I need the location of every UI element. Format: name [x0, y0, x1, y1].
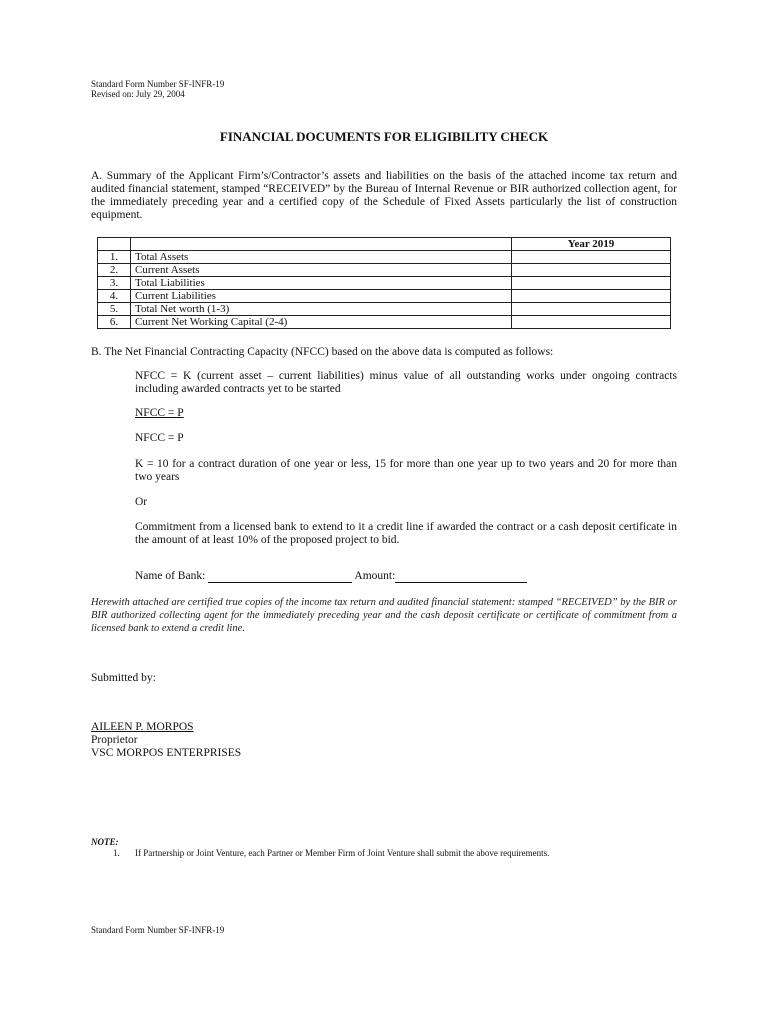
table-row: [98, 303, 671, 316]
row-number: 2.: [98, 264, 131, 277]
row-number: 5.: [98, 303, 131, 316]
row-number: 3.: [98, 277, 131, 290]
note-text: If Partnership or Joint Venture, each Partner or Member Firm of Joint Venture shall submit the above requirements.: [135, 848, 550, 858]
table-row: [98, 316, 671, 329]
herewith-note: Herewith attached are certified true copies of the income tax return and audited financial statement: stamped “RECEIVED” by the BIR or BIR authorized collecting agent for the immediately preceding year and the cash deposit certificate or certificate of commitment from a licensed bank to extend a credit line.: [91, 597, 677, 634]
signatory-company: VSC MORPOS ENTERPRISES: [91, 747, 242, 759]
row-value[interactable]: [512, 290, 671, 303]
header-num-cell: [98, 238, 131, 251]
note-label: NOTE:: [91, 837, 119, 847]
header-item-cell: [131, 238, 512, 251]
form-number-header: Standard Form Number SF-INFR-19: [91, 79, 225, 89]
row-item: Total Liabilities: [131, 277, 512, 290]
row-item: Total Net worth (1-3): [131, 303, 512, 316]
k-definition: K = 10 for a contract duration of one year or less, 15 for more than one year up to two years and 20 for more than two years: [135, 458, 677, 483]
row-value[interactable]: [512, 277, 671, 290]
footer-form-number: Standard Form Number SF-INFR-19: [91, 925, 225, 935]
nfcc-formula: NFCC = K (current asset – current liabilities) minus value of all outstanding works under ongoing contracts including awarded contracts yet to be started: [135, 370, 677, 395]
nfcc-line-1: NFCC = P: [135, 407, 184, 419]
amount-label: Amount:: [354, 570, 396, 582]
signatory-name: AILEEN P. MORPOS: [91, 721, 194, 733]
row-item: Total Assets: [131, 251, 512, 264]
row-value[interactable]: [512, 316, 671, 329]
bank-name-field[interactable]: [208, 570, 352, 583]
table-row: [98, 264, 671, 277]
nfcc-line-2: NFCC = P: [135, 432, 184, 444]
table-row: [98, 290, 671, 303]
table-header-row: [98, 238, 671, 251]
note-number: 1.: [113, 848, 120, 858]
revised-date: Revised on: July 29, 2004: [91, 89, 185, 99]
row-value[interactable]: [512, 303, 671, 316]
row-number: 1.: [98, 251, 131, 264]
row-item: Current Net Working Capital (2-4): [131, 316, 512, 329]
row-number: 4.: [98, 290, 131, 303]
section-b-intro: B. The Net Financial Contracting Capacity (NFCC) based on the above data is computed as follows:: [91, 346, 554, 358]
submitted-by-label: Submitted by:: [91, 672, 156, 684]
amount-field[interactable]: [395, 570, 527, 583]
row-value[interactable]: [512, 264, 671, 277]
year-header: Year 2019: [512, 238, 671, 251]
row-item: Current Assets: [131, 264, 512, 277]
financial-summary-table: [97, 237, 671, 329]
table-row: [98, 277, 671, 290]
bank-amount-line: [135, 570, 527, 583]
row-item: Current Liabilities: [131, 290, 512, 303]
page-title: FINANCIAL DOCUMENTS FOR ELIGIBILITY CHECK: [219, 129, 549, 144]
commitment-text: Commitment from a licensed bank to extend to it a credit line if awarded the contract or a cash deposit certificate in the amount of at least 10% of the proposed project to bid.: [135, 521, 677, 546]
signatory-position: Proprietor: [91, 734, 138, 746]
table-row: [98, 251, 671, 264]
row-value[interactable]: [512, 251, 671, 264]
section-a-text: A. Summary of the Applicant Firm’s/Contractor’s assets and liabilities on the basis of the attached income tax return and audited financial statement, stamped “RECEIVED” by the Bureau of Internal Revenue or BIR authorized collection agent, for the immediately preceding year and a certified copy of the Schedule of Fixed Assets particularly the list of construction equipment.: [91, 170, 677, 221]
bank-label: Name of Bank:: [135, 570, 206, 582]
or-text: Or: [135, 496, 148, 508]
row-number: 6.: [98, 316, 131, 329]
